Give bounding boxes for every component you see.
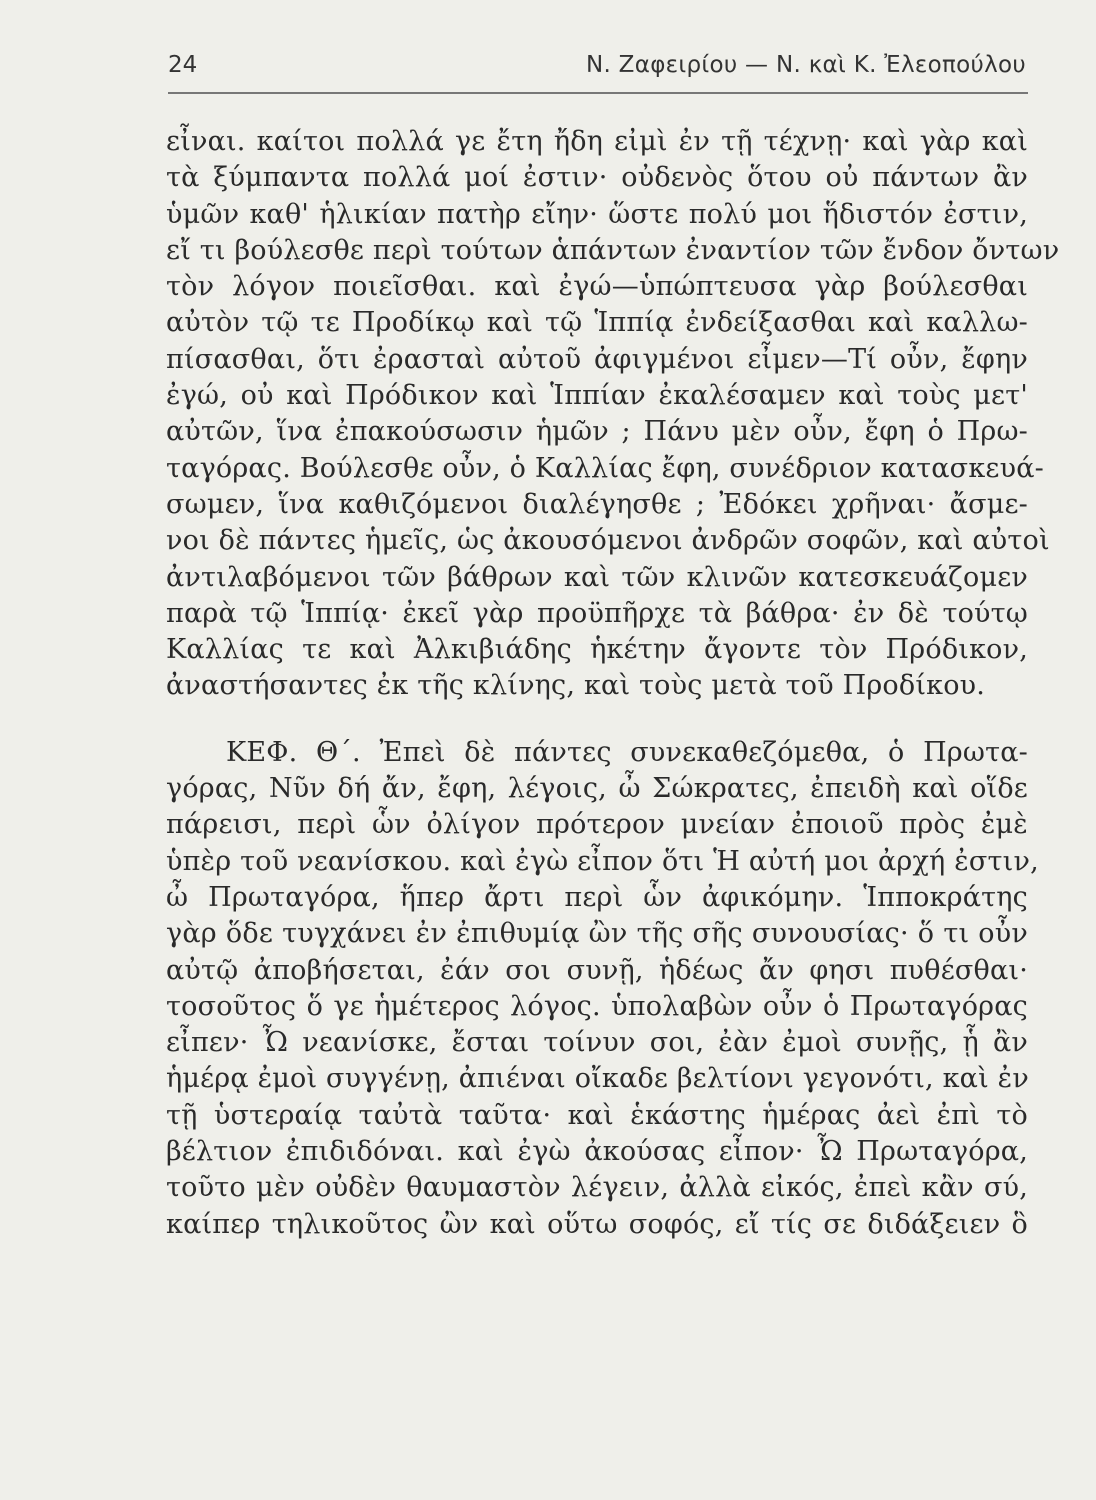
text-line: πίσασθαι, ὅτι ἐρασταὶ αὐτοῦ ἀφιγμένοι εἶμεν—Τί οὖν, ἔφην [166,343,1028,375]
text-line: γὰρ ὅδε τυγχάνει ἐν ἐπιθυμίᾳ ὢν τῆς σῆς συνουσίας· ὅ τι οὖν [166,918,1028,950]
text-line: τοσοῦτος ὅ γε ἡμέτερος λόγος. ὑπολαβὼν οὖν ὁ Πρωταγόρας [166,990,1028,1022]
text-line: τῇ ὑστεραίᾳ ταὐτὰ ταῦτα· καὶ ἑκάστης ἡμέρας ἀεὶ ἐπὶ τὸ [166,1099,1028,1131]
page-number: 24 [168,52,198,78]
text-line: εἶπεν· Ὦ νεανίσκε, ἔσται τοίνυν σοι, ἐὰν ἐμοὶ συνῇς, ᾗ ἂν [166,1027,1028,1059]
chapter-opening-line: ΚΕΦ. Θ΄. Ἐπεὶ δὲ πάντες συνεκαθεζόμεθα, ὁ Πρωτα- [226,736,1028,768]
text-line: ὑμῶν καθ' ἡλικίαν πατὴρ εἴην· ὥστε πολύ μοι ἥδιστόν ἐστιν, [166,198,1028,230]
text-line: ἐγώ, οὐ καὶ Πρόδικον καὶ Ἱππίαν ἐκαλέσαμεν καὶ τοὺς μετ' [166,380,1028,412]
text-line: ὦ Πρωταγόρα, ἥπερ ἄρτι περὶ ὧν ἀφικόμην. Ἱπποκράτης [166,881,1028,913]
text-line: γόρας, Νῦν δή ἄν, ἔφη, λέγοις, ὦ Σώκρατες, ἐπειδὴ καὶ οἵδε [166,773,1028,805]
text-line: ἡμέρᾳ ἐμοὶ συγγένῃ, ἀπιέναι οἴκαδε βελτίονι γεγονότι, καὶ ἐν [166,1063,1029,1095]
text-line: Καλλίας τε καὶ Ἀλκιβιάδης ἡκέτην ἄγοντε τὸν Πρόδικον, [166,634,1028,666]
text-line: τὸν λόγον ποιεῖσθαι. καὶ ἐγώ—ὑπώπτευσα γὰρ βούλεσθαι [166,271,1028,303]
text-line: τοῦτο μὲν οὐδὲν θαυμαστὸν λέγειν, ἀλλὰ εἰκός, ἐπεὶ κἂν σύ, [166,1172,1028,1204]
text-line: εἶναι. καίτοι πολλά γε ἔτη ἤδη εἰμὶ ἐν τῇ τέχνῃ· καὶ γὰρ καὶ [166,126,1028,157]
paragraph-gap [166,705,1028,735]
header-rule [168,92,1028,94]
text-line: βέλτιον ἐπιδιδόναι. καὶ ἐγὼ ἀκούσας εἶπον· Ὦ Πρωταγόρα, [166,1136,1028,1168]
text-line: τὰ ξύμπαντα πολλά μοί ἐστιν· οὐδενὸς ὅτου οὐ πάντων ἂν [166,162,1028,194]
text-line: αὐτὸν τῷ τε Προδίκῳ καὶ τῷ Ἱππίᾳ ἐνδείξασθαι καὶ καλλω- [166,307,1028,339]
text-line: αὐτῶν, ἵνα ἐπακούσωσιν ἡμῶν ; Πάνυ μὲν οὖν, ἔφη ὁ Πρω- [166,416,1028,448]
text-line: ἀναστήσαντες ἐκ τῆς κλίνης, καὶ τοὺς μετὰ τοῦ Προδίκου. [166,670,986,702]
text-line: παρὰ τῷ Ἱππίᾳ· ἐκεῖ γὰρ προϋπῆρχε τὰ βάθρα· ἐν δὲ τούτῳ [166,597,1028,629]
text-line: ἀντιλαβόμενοι τῶν βάθρων καὶ τῶν κλινῶν κατεσκευάζομεν [166,561,1028,593]
text-line: ταγόρας. Βούλεσθε οὖν, ὁ Καλλίας ἔφη, συνέδριον κατασκευά- [166,452,1044,484]
text-line: σωμεν, ἵνα καθιζόμενοι διαλέγησθε ; Ἐδόκει χρῆναι· ἄσμε- [166,488,1028,520]
body-text [166,124,1060,1243]
text-line: καίπερ τηλικοῦτος ὢν καὶ οὕτω σοφός, εἴ τίς σε διδάξειεν ὃ [166,1208,1028,1240]
running-head [168,52,1026,92]
paragraph-2 [166,735,1039,1243]
running-head-authors: Ν. Ζαφειρίου — Ν. καὶ Κ. Ἐλεοπούλου [585,52,1026,78]
text-line: ὑπὲρ τοῦ νεανίσκου. καὶ ἐγὼ εἶπον ὅτι Ἡ αὐτή μοι ἀρχή ἐστιν, [166,845,1039,877]
text-line: πάρεισι, περὶ ὧν ὀλίγον πρότερον μνείαν ἐποιοῦ πρὸς ἐμὲ [166,809,1028,841]
paragraph-1 [166,124,1060,705]
text-line: νοι δὲ πάντες ἡμεῖς, ὡς ἀκουσόμενοι ἀνδρῶν σοφῶν, καὶ αὐτοὶ [166,525,1050,557]
text-line: αὐτῷ ἀποβήσεται, ἐάν σοι συνῇ, ἡδέως ἄν φησι πυθέσθαι· [166,954,1028,986]
text-line: εἴ τι βούλεσθε περὶ τούτων ἁπάντων ἐναντίον τῶν ἔνδον ὄντων [166,234,1060,266]
